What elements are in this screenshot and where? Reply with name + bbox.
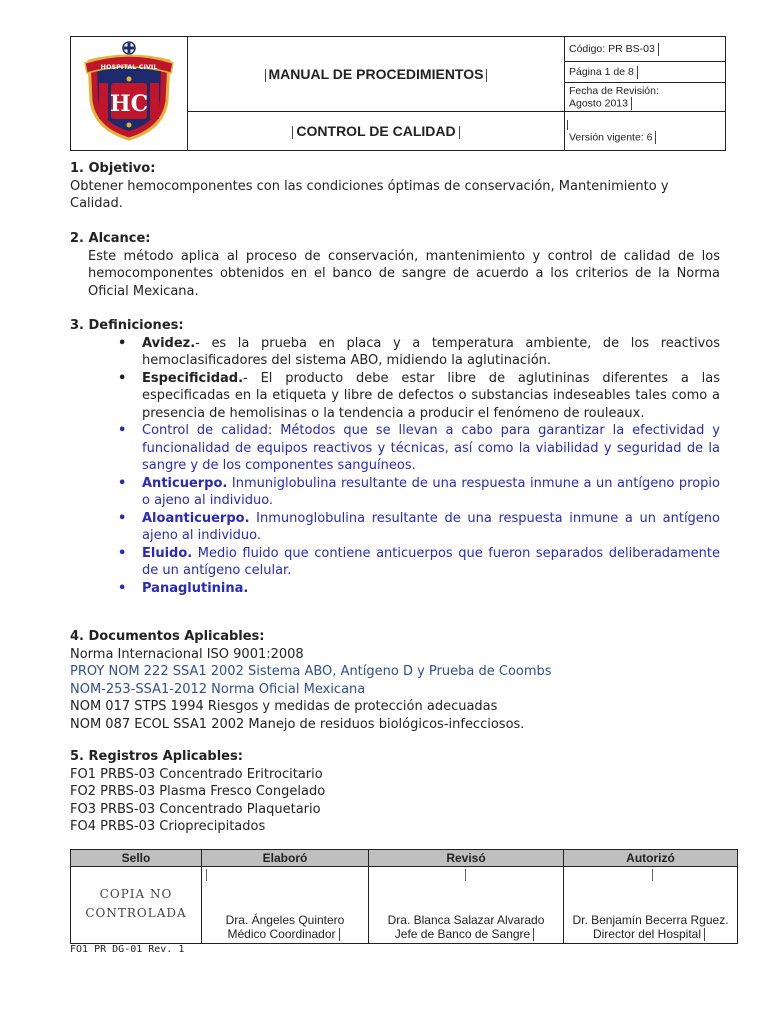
definition-term: Anticuerpo. xyxy=(142,475,228,491)
document-header xyxy=(70,36,726,151)
elaboro-cell xyxy=(202,867,369,944)
fecha-value: Agosto 2013 xyxy=(569,97,628,110)
doc-title: CONTROL DE CALIDAD xyxy=(296,123,456,139)
definition-text: - El producto debe estar libre de aglutininas diferentes a las especificadas en la etiqueta y libre de defectos o substancias indeseables tales como a presencia de hemolisinas o la tendencia a producir el fenómeno de rouleaux. xyxy=(142,370,720,421)
autorizo-name: Dr. Benjamín Becerra Rguez. xyxy=(572,912,729,927)
record-item: FO4 PRBS-03 Crioprecipitados xyxy=(70,819,266,834)
section-text: Obtener hemocomponentes con las condiciones óptimas de conservación, Mantenimiento y Calidad. xyxy=(70,178,669,211)
text-cursor-icon xyxy=(652,869,653,881)
codigo: Código: PR BS-03 xyxy=(569,43,655,55)
elaboro-name: Dra. Ángeles Quintero xyxy=(225,912,345,927)
sig-header-sello: Sello xyxy=(71,850,202,867)
section-title: 4. Documentos Aplicables: xyxy=(70,629,265,644)
autorizo-cell xyxy=(564,867,738,944)
text-cursor-icon xyxy=(655,131,656,144)
text-cursor-icon xyxy=(292,126,293,139)
sig-header-reviso: Revisó xyxy=(369,850,564,867)
version: Versión vigente: 6 xyxy=(569,130,653,143)
text-cursor-icon xyxy=(339,928,340,941)
definition-term: Especificidad. xyxy=(142,370,244,386)
fecha-row xyxy=(569,83,725,111)
definition-text: - es la prueba en placa y a temperatura ambiente, de los reactivos hemoclasificadores del sistema ABO, midiendo la aglutinación. xyxy=(142,335,720,368)
version-cell xyxy=(565,112,726,151)
reviso-cell xyxy=(369,867,564,944)
definitions-list xyxy=(70,335,720,598)
definition-text: Inmuniglobulina resultante de una respuesta inmune a un antígeno propio o ajeno al individuo. xyxy=(142,475,720,508)
reviso-name: Dra. Blanca Salazar Alvarado xyxy=(387,912,545,927)
section-title: 5. Registros Aplicables: xyxy=(70,749,243,764)
section-objetivo xyxy=(70,160,720,213)
section-title: 3. Definiciones: xyxy=(70,318,184,333)
stamp-line: CONTROLADA xyxy=(85,906,187,920)
elaboro-role: Médico Coordinador xyxy=(227,926,336,941)
definition-text: Medio fluido que contiene anticuerpos que fueron separados deliberadamente de un antígeno celular. xyxy=(142,545,720,578)
fecha-label: Fecha de Revisión: xyxy=(569,85,659,97)
list-item xyxy=(142,370,720,423)
record-item: FO3 PRBS-03 Concentrado Plaquetario xyxy=(70,801,321,817)
pagina: Página 1 de 8 xyxy=(569,66,634,78)
document-item: NOM 017 STPS 1994 Riesgos y medidas de protección adecuadas xyxy=(70,699,498,714)
text-cursor-icon xyxy=(631,97,632,110)
text-cursor-icon xyxy=(206,869,207,881)
logo-letters: HC xyxy=(109,91,149,117)
definition-term: Aloanticuerpo. xyxy=(142,510,250,526)
section-registros xyxy=(70,748,720,836)
sig-header-elaboro: Elaboró xyxy=(202,850,369,867)
sig-header-autorizo: Autorizó xyxy=(564,850,738,867)
section-title: 2. Alcance: xyxy=(70,231,151,246)
manual-title-cell xyxy=(188,37,565,112)
document-item: PROY NOM 222 SSA1 2002 Sistema ABO, Antígeno D y Prueba de Coombs xyxy=(70,664,552,679)
definition-term: Eluido. xyxy=(142,545,193,561)
pagina-row xyxy=(565,62,725,83)
list-item xyxy=(142,580,720,598)
record-item: FO1 PRBS-03 Concentrado Eritrocitario xyxy=(70,766,323,782)
definition-term: Panaglutinina. xyxy=(142,580,249,596)
reviso-role: Jefe de Banco de Sangre xyxy=(394,926,531,941)
text-cursor-icon xyxy=(459,126,460,139)
record-item: FO2 PRBS-03 Plasma Fresco Congelado xyxy=(70,784,326,799)
document-item: NOM-253-SSA1-2012 Norma Oficial Mexicana xyxy=(70,681,366,697)
autorizo-role: Director del Hospital xyxy=(592,926,702,941)
text-cursor-icon xyxy=(265,69,266,82)
text-cursor-icon xyxy=(658,43,659,56)
definition-term: Avidez. xyxy=(142,335,196,351)
text-cursor-icon xyxy=(465,869,466,881)
meta-cell-top xyxy=(565,37,726,112)
list-item xyxy=(142,545,720,580)
list-item xyxy=(142,422,720,475)
section-title: 1. Objetivo: xyxy=(70,161,156,176)
stamp-cell xyxy=(71,867,202,944)
hospital-civil-logo xyxy=(81,39,177,143)
section-documentos xyxy=(70,628,720,733)
list-item xyxy=(142,510,720,545)
signature-table xyxy=(70,849,738,944)
definition-text: : Métodos que se llevan a cabo para garantizar la efectividad y funcionalidad de equipos reactivos y técnicas, así como la viabilidad y seguridad de la sangre y de los componentes sanguíneos. xyxy=(142,423,720,473)
text-cursor-icon xyxy=(533,928,534,941)
section-text: Este método aplica al proceso de conservación, mantenimiento y control de calidad de los hemocomponentes obtenidos en el banco de sangre de acuerdo a los criterios de la Norma Oficial Mexicana. xyxy=(88,248,720,299)
definition-text: Inmunoglobulina resultante de una respuesta inmune a un antígeno ajeno al individuo. xyxy=(142,510,720,543)
text-cursor-icon xyxy=(567,120,568,130)
form-code-footer: FO1 PR DG-01 Rev. 1 xyxy=(70,944,185,955)
section-alcance xyxy=(70,230,720,300)
manual-title: MANUAL DE PROCEDIMIENTOS xyxy=(268,66,484,82)
stamp-line: COPIA NO xyxy=(99,887,173,901)
text-cursor-icon xyxy=(637,66,638,79)
document-item: NOM 087 ECOL SSA1 2002 Manejo de residuos biológicos-infecciosos. xyxy=(70,716,525,732)
list-item xyxy=(142,335,720,370)
list-item xyxy=(142,475,720,510)
logo-banner-text: HOSPITAL CIVIL xyxy=(100,63,158,71)
text-cursor-icon xyxy=(486,69,487,82)
section-definiciones xyxy=(70,317,720,597)
definition-term: Control de calidad xyxy=(142,423,268,438)
codigo-row xyxy=(565,37,725,62)
doc-title-cell xyxy=(188,112,565,151)
document-item: Norma Internacional ISO 9001:2008 xyxy=(70,646,304,662)
text-cursor-icon xyxy=(704,928,705,941)
logo-cell xyxy=(71,37,188,151)
